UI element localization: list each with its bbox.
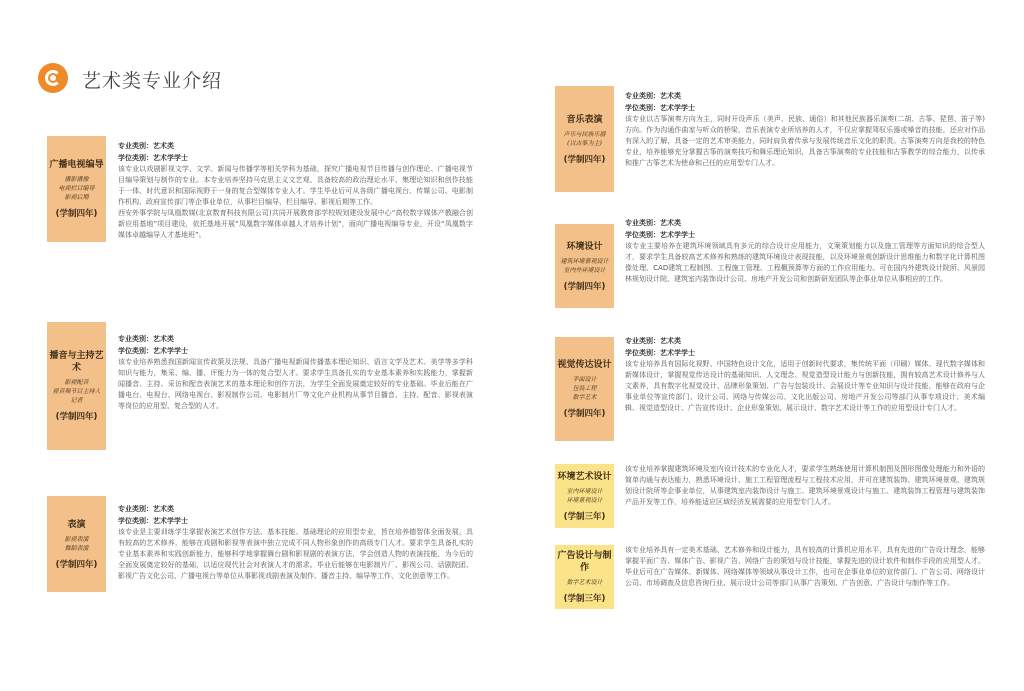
major-tag-environmental-art-design: [555, 464, 614, 528]
major-entry-music-performance: [625, 90, 985, 169]
major-directions: 室内环境设计 环境景观设计: [566, 487, 603, 504]
major-years: (学制四年): [563, 409, 606, 419]
major-years: (学制四年): [563, 281, 606, 292]
major-entry-advertising-design: [625, 545, 985, 589]
major-category: 专业类别：艺术类: [625, 337, 681, 345]
major-description-extra: 西安外事学院与凤凰数媒(北京数育科技有限公司)共同开展教育部学校规划建设发展中心“高校数字媒体产教融合创新应用基地”项目建设，依托基地开展“凤凰数字媒体卓越人才培养计划”，面向广播电视编导专业，开设“凤凰数字媒体卓越编导人才基地班”。: [118, 209, 473, 239]
major-entry-broadcast-directing: [118, 140, 473, 241]
major-name: 表演: [67, 519, 86, 530]
major-years: (学制四年): [55, 209, 98, 219]
major-category: 专业类别：艺术类: [625, 92, 681, 100]
major-directions: 建筑环境景观设计 室内外环境设计: [560, 257, 609, 274]
major-category: 专业类别：艺术类: [118, 335, 174, 343]
major-tag-performance: [47, 496, 106, 592]
major-description: 该专业以戏剧影视文学、文学、新闻与传播学等相关学科为基础，探究广播电视节目传播与创作理论、广播电视节目编导策划与制作的专业。本专业培养坚持马克思主义文艺观、具备较高的政治理论水平、集理论知识和创作技能于一体、时代意识和国际视野于一身的复合型媒体专业人才。学生毕业后可从各级广播电视台、传媒公司、电影制作机构、政府宣传部门等企事业单位，从事栏目编导、栏目编导、影视后期等工作。: [118, 165, 473, 206]
major-years: (学制四年): [55, 559, 98, 570]
major-entry-visual-communication: [625, 335, 985, 414]
major-description: 该专业是主要训练学生掌握表演艺术创作方法、基本技能、基础理论的应用型专业，旨在培养德智体全面发展，具有较高的艺术修养，能够在戏剧和影视等表演中独立完成不同人物形象创作的高级专门人才。要求学生具备扎实的专业基本素养和实践创新能力，能够科学地掌握舞台剧和影视剧的表演方法，学会创造人物的表演技能，为今后的全面发展奠定较好的基础，以适应现代社会对表演人才的需求。毕业后能够在电影制片厂、影视公司、话剧院团、影视广告文化公司、广播电视台等单位从事影视戏剧表演及制作、播音主持、编导等工作、文化创意等工作。: [118, 528, 473, 580]
major-tag-environmental-design: [555, 224, 614, 308]
major-years: (学制三年): [563, 511, 606, 522]
major-entry-performance: [118, 503, 473, 582]
major-degree: 学位类别：艺术学学士: [118, 517, 188, 525]
major-entry-environmental-design: [625, 217, 985, 285]
major-category: 专业类别：艺术类: [118, 505, 174, 513]
major-name: 广播电视编导: [49, 160, 104, 170]
school-logo-icon: [38, 63, 68, 93]
major-description: 该专业培养掌握建筑环境及室内设计技术的专业化人才，要求学生熟练使用计算机制图及图形图像处理能力和外语的简单沟通与表达能力，熟悉环境设计、施工工程管理流程与工程技术应用，并可在建筑装饰、建筑环境景观、建筑规划设计院所等企事业单位，从事建筑室内装饰设计与施工、建筑环境景观设计与施工、建筑装饰工程管理与建筑装饰产品开发等工作，培养能适应区域经济发展需要的应用型专门人才。: [625, 465, 985, 506]
major-name: 音乐表演: [566, 114, 603, 125]
major-directions: 摄影摄像 电视栏目编导 影视后期: [58, 176, 95, 201]
major-description: 该专业以古筝演奏方向为主，同时开设声乐（美声、民族、通俗）和其他民族器乐演奏(二胡、古筝、琵琶、笛子等)方向。作为沟通作曲家与听众的桥梁，音乐表演专业所培养的人才，不仅应掌握驾驭乐器或嗓音的技能，还应对作品有深入的了解，具备一定的艺术审美能力，同时肩负着传承与发展传统音乐文化的职责。古筝演奏方向是我校的特色专业，培养能够充分掌握古筝的演奏技巧和舞乐理论知识，具备古筝演奏的专业技能和古筝教学的综合能力，以传承和推广古筝艺术为使命和己任的应用型专门人才。: [625, 115, 985, 167]
major-description: 该专业培养具有一定美术基础、艺术修养和设计能力，具有较高的计算机应用水平，具有先进的广告设计理念，能够掌握平面广告、媒体广告、影视广告、网络广告的策划与设计技能，掌握先进的设计软件和制作手段的应用型人才。毕业后可在广告媒体、新媒体、网络媒体等领域从事设计工作，也可在企事业单位的宣传部门、广告公司、网络设计公司、市场调查及信息咨询行业、展示设计公司等部门从事广告策划、广告创意、广告设计与制作等工作。: [625, 546, 985, 587]
major-years: (学制三年): [563, 594, 606, 604]
major-tag-broadcasting-hosting: [47, 322, 106, 450]
major-directions: 影视配音 视音频节目主持人 记者: [52, 379, 101, 404]
major-degree: 学位类别：艺术学学士: [625, 231, 695, 239]
major-degree: 学位类别：艺术学学士: [118, 154, 188, 162]
major-years: (学制四年): [55, 412, 98, 422]
major-degree: 学位类别：艺术学学士: [118, 347, 188, 355]
major-description: 该专业主要培养在建筑环境领域具有多元的综合设计应用能力，文案策划能力以及施工管理等方面知识的综合型人才，要求学生具备较高艺术修养和熟练的建筑环境设计表现技能，以及环境景观创新设计思维能力和数字化计算机图像处理、CAD建筑工程制图、工程施工管理、工程概预算等方面的工作应用能力。可在国内外建筑设计院所、风景园林规划设计院、建筑室内装饰设计公司、房地产开发公司和创新研发团队等企事业单位从事相应的工作。: [625, 242, 985, 283]
major-name: 环境艺术设计: [557, 471, 612, 482]
major-degree: 学位类别：艺术学学士: [625, 104, 695, 112]
major-category: 专业类别：艺术类: [118, 142, 174, 150]
major-degree: 学位类别：艺术学学士: [625, 349, 695, 357]
page-title: 艺术类专业介绍: [82, 70, 223, 92]
major-tag-visual-communication: [555, 337, 614, 441]
major-tag-advertising-design: [555, 545, 614, 609]
major-tag-music-performance: [555, 86, 614, 192]
major-entry-broadcasting-hosting: [118, 333, 473, 412]
major-entry-environmental-art-design: [625, 464, 985, 508]
major-name: 广告设计与制作: [557, 551, 612, 573]
major-directions: 声乐与民族乐器 (以古筝为主): [563, 130, 606, 147]
major-name: 播音与主持艺术: [49, 351, 104, 373]
major-category: 专业类别：艺术类: [625, 219, 681, 227]
major-directions: 平面设计 包装工程 数字艺术: [572, 376, 597, 401]
major-name: 环境设计: [566, 241, 603, 252]
major-tag-broadcast-directing: [47, 136, 106, 242]
major-years: (学制四年): [563, 154, 606, 165]
major-description: 该专业培养具有国际化视野、中国特色设计文化，适用于创新时代要求，集传统平面（印刷）媒体、现代数字媒体和新媒体设计，掌握视觉传达设计的基础知识、人文理念、视觉造型设计能力与创新技能，拥有较高艺术设计修养与人文素养，具有数字化视觉设计、品牌形象策划、广告与包装设计、会展设计等专业知识与设计技能，能够在政府与企事业单位等宣传部门、设计公司、网络与传媒公司、文化出版公司、房地产开发公司等部门从事专项设计、美术编辑、视觉造型设计、广告宣传设计、企业形象策划、展示设计、数字艺术设计等工作的应用型设计专门人才。: [625, 360, 985, 412]
major-directions: 影视表演 舞蹈表演: [64, 535, 89, 552]
major-description: 该专业培养熟悉我国新闻宣传政策及法规、具备广播电视新闻传播基本理论知识、语言文学及艺术、美学等多学科知识与能力，集采、编、播、评能力为一体的复合型人才。要求学生具备扎实的专业基本素养和实践能力，掌握新闻播音、主持、采访和配音表演艺术的基本理论和创作方法，为学生全面发展奠定较好的专业基础。毕业后能在广播电台、电视台、网络电视台、影视制作公司、电影制片厂等文化产业机构从事节目播音、主持、配音、影视表演等岗位的应用型、复合型的人才。: [118, 358, 473, 410]
major-directions: 数字艺术设计: [566, 579, 603, 586]
major-name: 视觉传达设计: [557, 360, 612, 370]
